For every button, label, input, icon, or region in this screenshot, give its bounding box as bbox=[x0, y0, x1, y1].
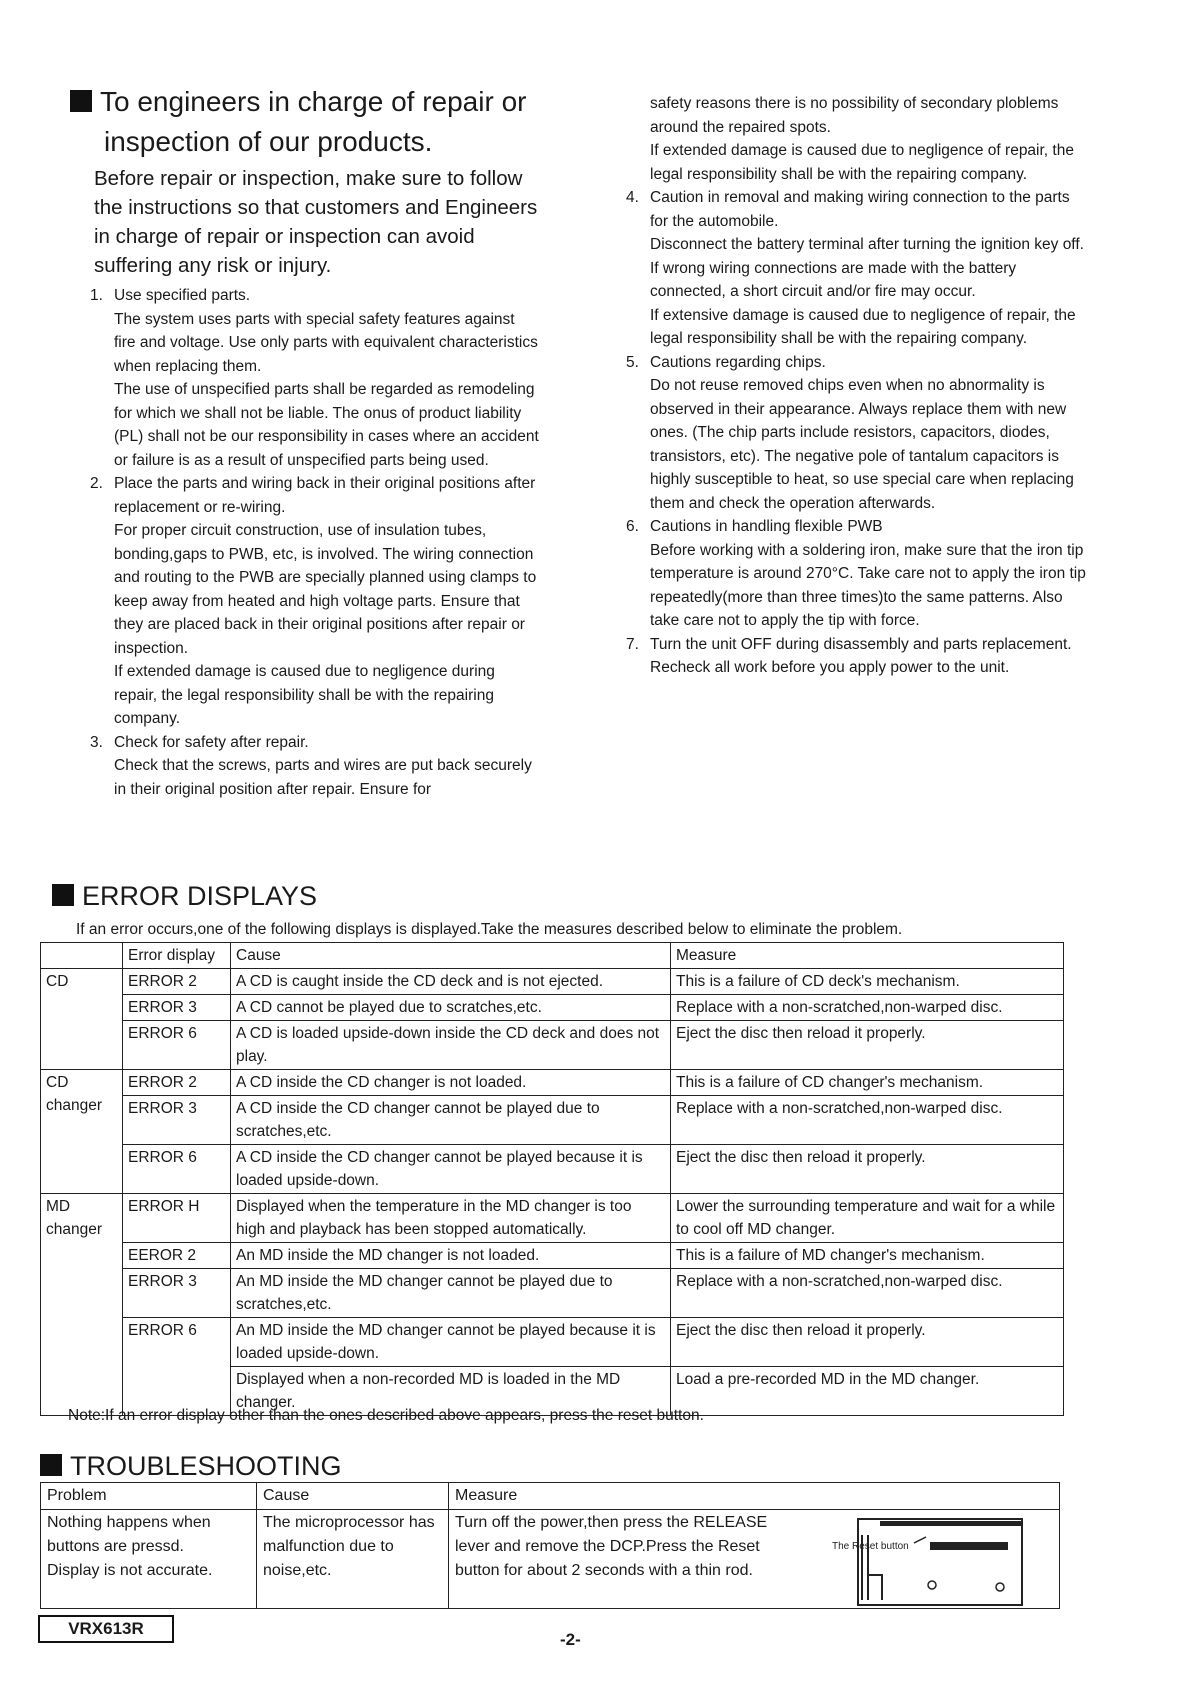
error-cause: A CD inside the CD changer cannot be played due to scratches,etc. bbox=[231, 1096, 671, 1145]
page-number: -2- bbox=[560, 1630, 581, 1649]
reset-slot bbox=[930, 1542, 1008, 1550]
intro-title-line1: To engineers in charge of repair or bbox=[100, 86, 527, 117]
error-code: ERROR 2 bbox=[123, 1070, 231, 1096]
error-measure: Eject the disc then reload it properly. bbox=[671, 1318, 1064, 1367]
error-cause: Displayed when the temperature in the MD changer is too high and playback has been stopped automatically. bbox=[231, 1194, 671, 1243]
item-paragraph: For proper circuit construction, use of insulation tubes, bonding,gaps to PWB, etc, is involved. The wiring connection and routing to the PWB are specially planned using clamps to keep away from heated and high voltage parts. Ensure that they are placed back in their original positions after repair or inspection. bbox=[114, 522, 537, 657]
error-display-header: Error display bbox=[123, 943, 231, 969]
error-code: ERROR 3 bbox=[123, 1096, 231, 1145]
intro-title bbox=[70, 82, 590, 162]
error-cause: Displayed when a non-recorded MD is loaded in the MD changer. bbox=[231, 1367, 671, 1416]
error-table bbox=[40, 942, 1064, 1416]
error-displays-intro: If an error occurs,one of the following displays is displayed.Take the measures described below to eliminate the problem. bbox=[76, 921, 903, 938]
error-measure: This is a failure of CD changer's mechanism. bbox=[671, 1070, 1064, 1096]
error-cause: A CD is caught inside the CD deck and is not ejected. bbox=[231, 969, 671, 995]
model-number: VRX613R bbox=[38, 1615, 174, 1643]
item-number: 2. bbox=[90, 475, 103, 492]
table-row bbox=[41, 995, 1064, 1021]
item-number: 3. bbox=[90, 733, 103, 751]
error-cause: A CD is loaded upside-down inside the CD deck and does not play. bbox=[231, 1021, 671, 1070]
pointer-arrow-icon bbox=[914, 1537, 926, 1543]
safety-list-left bbox=[90, 284, 540, 801]
section-bullet-icon bbox=[70, 90, 92, 112]
item-heading: Turn the unit OFF during disassembly and parts replacement. Recheck all work before you apply power to the unit. bbox=[650, 635, 1072, 676]
table-row bbox=[41, 1096, 1064, 1145]
unit-top-edge bbox=[880, 1521, 1022, 1526]
error-cause: An MD inside the MD changer is not loaded. bbox=[231, 1243, 671, 1269]
item-heading: Caution in removal and making wiring connection to the parts for the automobile. bbox=[650, 189, 1070, 230]
table-row bbox=[41, 1194, 1064, 1243]
error-cause: A CD inside the CD changer cannot be played because it is loaded upside-down. bbox=[231, 1145, 671, 1194]
problem-header: Problem bbox=[41, 1483, 257, 1510]
safety-item-7 bbox=[626, 633, 1086, 680]
error-measure: Replace with a non-scratched,non-warped disc. bbox=[671, 1269, 1064, 1318]
error-code: ERROR 6 bbox=[123, 1145, 231, 1194]
measure-cell: Turn off the power,then press the RELEASE lever and remove the DCP.Press the Reset button for about 2 seconds with a thin rod. bbox=[449, 1510, 779, 1609]
error-code: ERROR 3 bbox=[123, 1269, 231, 1318]
error-code: EEROR 2 bbox=[123, 1243, 231, 1269]
device-cell: MD changer bbox=[41, 1194, 123, 1416]
item-heading: Cautions regarding chips. bbox=[650, 353, 826, 371]
troubleshooting-header bbox=[41, 1483, 1060, 1510]
error-measure: This is a failure of CD deck's mechanism. bbox=[671, 969, 1064, 995]
error-table-header bbox=[41, 943, 1064, 969]
item-paragraph: The system uses parts with special safety features against fire and voltage. Use only parts with equivalent characteristics when replacing them. bbox=[114, 310, 538, 375]
troubleshooting-heading bbox=[40, 1450, 342, 1482]
table-row bbox=[41, 1021, 1064, 1070]
table-row bbox=[41, 1269, 1064, 1318]
safety-item-5 bbox=[626, 351, 1086, 516]
error-note: Note:If an error display other than the ones described above appears, press the reset button. bbox=[68, 1407, 704, 1424]
error-displays-heading bbox=[52, 880, 317, 912]
item-paragraph: If extended damage is caused due to negligence during repair, the legal responsibility shall be with the repairing company. bbox=[114, 663, 495, 727]
error-measure: Replace with a non-scratched,non-warped disc. bbox=[671, 995, 1064, 1021]
safety-item-1 bbox=[90, 284, 540, 472]
error-measure: Eject the disc then reload it properly. bbox=[671, 1145, 1064, 1194]
item-paragraph: Do not reuse removed chips even when no abnormality is observed in their appearance. Always replace them with new ones. (The chip parts include resistors, capacitors, diodes, transistors, etc). The negative pole of tantalum capacitors is highly susceptible to heat, so use special care when replacing them and check the operation afterwards. bbox=[650, 377, 1074, 512]
item-paragraph: Disconnect the battery terminal after turning the ignition key off. If wrong wiring connections are made with the battery connected, a short circuit and/or fire may occur. bbox=[650, 236, 1084, 300]
item-paragraph: Before working with a soldering iron, make sure that the iron tip temperature is around 270°C. Take care not to apply the iron tip repeatedly(more than three times)to the same patterns. Also take care not to apply the tip with force. bbox=[650, 541, 1086, 629]
safety-item-2 bbox=[90, 472, 540, 731]
item-number: 6. bbox=[626, 518, 639, 535]
table-row bbox=[41, 1070, 1064, 1096]
reset-button-label: The Reset button bbox=[832, 1541, 909, 1552]
item-number: 5. bbox=[626, 353, 639, 371]
safety-item-6 bbox=[626, 515, 1086, 633]
table-row bbox=[41, 1243, 1064, 1269]
problem-text: Nothing happens when buttons are pressd. bbox=[47, 1514, 211, 1555]
item-paragraph: Check that the screws, parts and wires are put back securely in their original position after repair. Ensure for bbox=[114, 757, 532, 798]
error-displays-title: ERROR DISPLAYS bbox=[82, 881, 318, 911]
item-heading: Place the parts and wiring back in their original positions after replacement or re-wiring. bbox=[114, 475, 536, 516]
error-measure: Lower the surrounding temperature and wait for a while to cool off MD changer. bbox=[671, 1194, 1064, 1243]
troubleshooting-title: TROUBLESHOOTING bbox=[70, 1451, 342, 1481]
error-cause: A CD inside the CD changer is not loaded. bbox=[231, 1070, 671, 1096]
item-paragraph: If extended damage is caused due to negligence of repair, the legal responsibility shall be with the repairing company. bbox=[650, 142, 1074, 183]
problem-cell bbox=[41, 1510, 257, 1609]
problem-text: Display is not accurate. bbox=[47, 1562, 213, 1579]
item-heading: Use specified parts. bbox=[114, 287, 251, 304]
screw-icon bbox=[996, 1583, 1004, 1591]
device-header bbox=[41, 943, 123, 969]
error-measure: Eject the disc then reload it properly. bbox=[671, 1021, 1064, 1070]
safety-item-4 bbox=[626, 186, 1086, 351]
measure-header: Measure bbox=[671, 943, 1064, 969]
error-code: ERROR 3 bbox=[123, 995, 231, 1021]
item-paragraph: safety reasons there is no possibility of secondary ploblems around the repaired spots. bbox=[650, 95, 1059, 136]
item-heading: Check for safety after repair. bbox=[114, 733, 309, 751]
item-number: 7. bbox=[626, 635, 639, 653]
error-code: ERROR 6 bbox=[123, 1021, 231, 1070]
error-code: ERROR 2 bbox=[123, 969, 231, 995]
item-number: 1. bbox=[90, 287, 103, 304]
reset-button-diagram bbox=[832, 1515, 1032, 1611]
item-paragraph: The use of unspecified parts shall be regarded as remodeling for which we shall not be liable. The onus of product liability (PL) shall not be our responsibility in cases where an accident or failure is as a result of unspecified parts being used. bbox=[114, 381, 539, 469]
error-measure: This is a failure of MD changer's mechanism. bbox=[671, 1243, 1064, 1269]
cause-header: Cause bbox=[231, 943, 671, 969]
error-cause: An MD inside the MD changer cannot be played because it is loaded upside-down. bbox=[231, 1318, 671, 1367]
safety-item-3 bbox=[90, 731, 540, 802]
error-measure: Load a pre-recorded MD in the MD changer. bbox=[671, 1367, 1064, 1416]
section-bullet-icon bbox=[40, 1454, 62, 1476]
error-cause: An MD inside the MD changer cannot be played due to scratches,etc. bbox=[231, 1269, 671, 1318]
safety-list-right bbox=[626, 92, 1086, 680]
table-row bbox=[41, 1318, 1064, 1367]
cause-cell: The microprocessor has malfunction due to noise,etc. bbox=[257, 1510, 449, 1609]
intro-lead: Before repair or inspection, make sure to follow the instructions so that customers and Engineers in charge of repair or inspection can avoid suffering any risk or injury. bbox=[94, 167, 538, 277]
cause-header: Cause bbox=[257, 1483, 449, 1510]
error-code: ERROR 6 bbox=[123, 1318, 231, 1416]
error-cause: A CD cannot be played due to scratches,etc. bbox=[231, 995, 671, 1021]
item-heading: Cautions in handling flexible PWB bbox=[650, 518, 883, 535]
section-bullet-icon bbox=[52, 884, 74, 906]
screw-icon bbox=[928, 1581, 936, 1589]
error-code: ERROR H bbox=[123, 1194, 231, 1243]
measure-header: Measure bbox=[449, 1483, 1060, 1510]
item-paragraph: If extensive damage is caused due to negligence of repair, the legal responsibility shall be with the repairing company. bbox=[650, 306, 1076, 347]
device-cell: CD bbox=[41, 969, 123, 1070]
item-number: 4. bbox=[626, 189, 639, 206]
device-cell: CD changer bbox=[41, 1070, 123, 1194]
table-row bbox=[41, 969, 1064, 995]
intro-title-line2: inspection of our products. bbox=[104, 126, 433, 157]
error-measure: Replace with a non-scratched,non-warped disc. bbox=[671, 1096, 1064, 1145]
table-row bbox=[41, 1145, 1064, 1194]
